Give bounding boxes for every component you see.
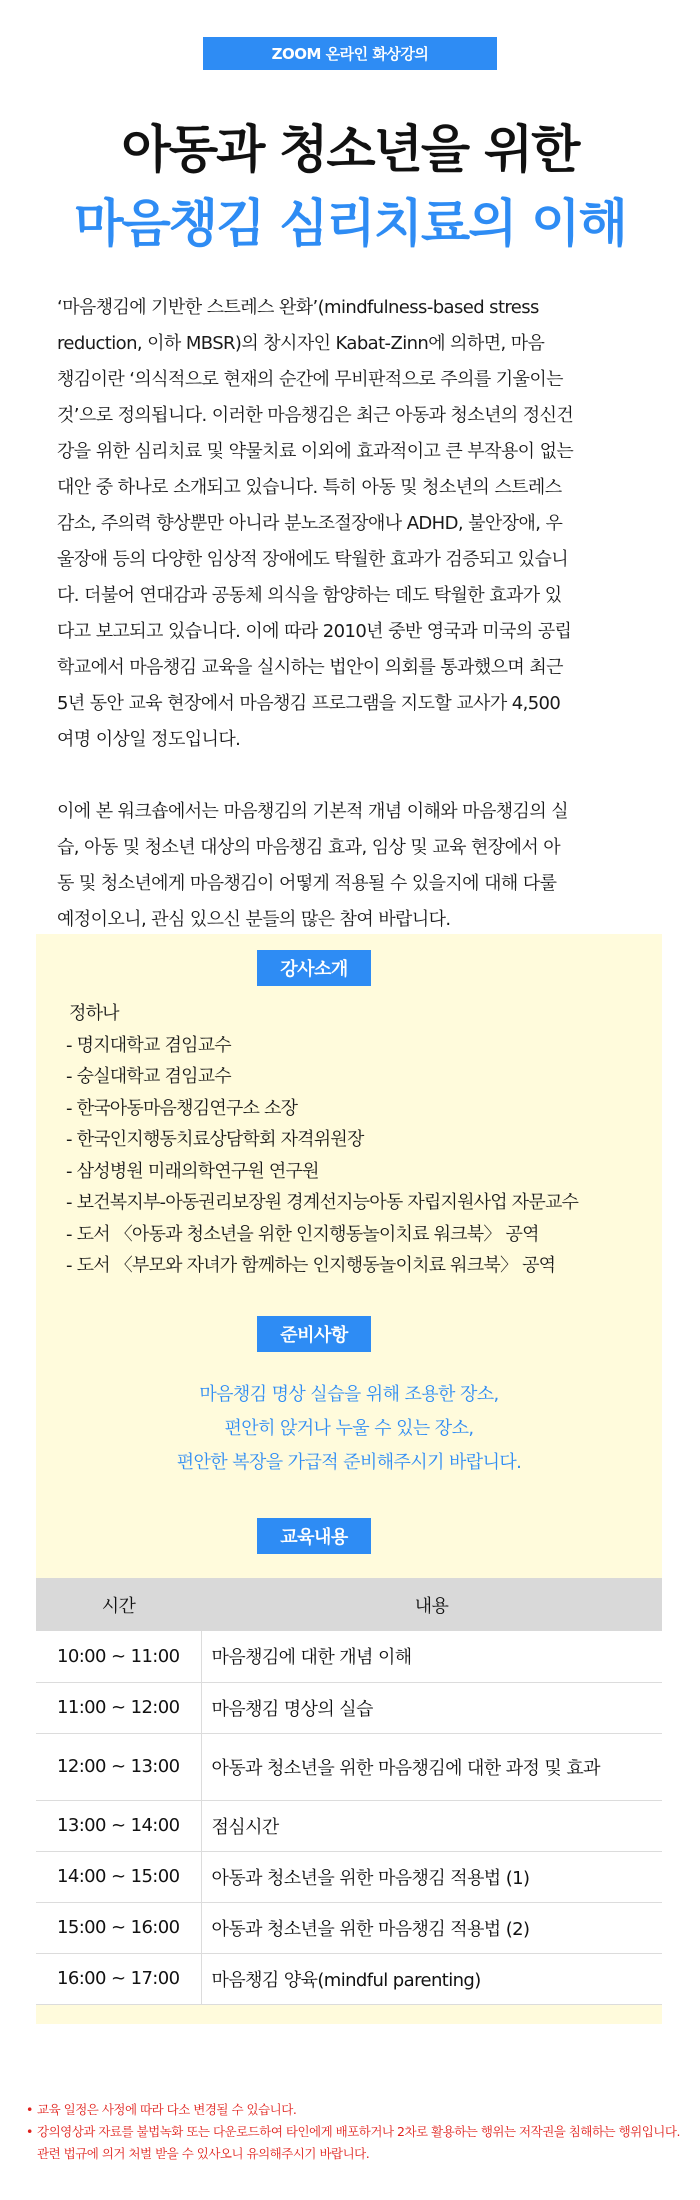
content-cell: 마음챙김에 대한 개념 이해 [201,1631,662,1682]
content-cell: 아동과 청소년을 위한 마음챙김 적용법 (1) [201,1851,662,1902]
intro-line: 챙김이란 ‘의식적으로 현재의 순간에 무비판적으로 주의를 기울이는 [57,369,563,390]
content-cell: 아동과 청소년을 위한 마음챙김에 대한 과정 및 효과 [201,1733,662,1800]
bullet-icon: • [26,2102,33,2117]
time-cell: 10:00 ~ 11:00 [36,1631,201,1682]
table-row [36,1953,662,2004]
time-cell: 13:00 ~ 14:00 [36,1800,201,1851]
list-item: - 삼성병원 미래의학연구원 연구원 [66,1160,319,1182]
table-row [36,1733,662,1800]
notice-item [26,2121,686,2165]
intro-line: 5년 동안 교육 현장에서 마음챙김 프로그램을 지도할 교사가 4,500 [57,693,561,714]
intro-line: 것’으로 정의됩니다. 이러한 마음챙김은 최근 아동과 청소년의 정신건 [57,405,574,426]
preparation-text [36,1378,662,1480]
preparation-line: 편안한 복장을 가급적 준비해주시기 바랍니다. [176,1452,522,1473]
instructor-info [66,998,666,1282]
table-row [36,1902,662,1953]
list-item: - 도서 〈부모와 자녀가 함께하는 인지행동놀이치료 워크북〉 공역 [66,1255,556,1276]
list-item: - 보건복지부-아동권리보장원 경계선지능아동 자립지원사업 자문교수 [66,1192,579,1213]
content-cell: 마음챙김 양육(mindful parenting) [201,1953,662,2004]
preparation-line: 편안히 앉거나 누울 수 있는 장소, [224,1418,474,1439]
intro-line: 예정이오니, 관심 있으신 분들의 많은 참여 바랍니다. [57,909,451,930]
intro-line: 강을 위한 심리치료 및 약물치료 이외에 효과적이고 큰 부작용이 없는 [57,441,574,462]
notice-item [26,2099,686,2121]
list-item: - 명지대학교 겸임교수 [66,1034,231,1056]
intro-line: 다. 더불어 연대감과 공동체 의식을 함양하는 데도 탁월한 효과가 있 [57,585,562,606]
instructor-name: 정하나 [69,1003,119,1024]
table-row [36,1631,662,1682]
paragraph-gap [57,758,645,794]
list-item: - 도서 〈아동과 청소년을 위한 인지행동놀이치료 워크북〉 공역 [66,1223,539,1245]
bullet-icon: • [26,2124,33,2139]
page-title-line1: 아동과 청소년을 위한 [121,121,579,180]
intro-line: reduction, 이하 MBSR)의 창시자인 Kabat-Zinn에 의하면, 마음 [57,333,545,354]
intro-line: 동 및 청소년에게 마음챙김이 어떻게 적용될 수 있을지에 대해 다룰 [57,873,557,894]
notice-text: 교육 일정은 사정에 따라 다소 변경될 수 있습니다. [37,2102,297,2117]
time-cell: 16:00 ~ 17:00 [36,1953,201,2004]
intro-line: 대안 중 하나로 소개되고 있습니다. 특히 아동 및 청소년의 스트레스 [57,477,562,498]
list-item: - 숭실대학교 겸임교수 [66,1066,231,1087]
table-header-row [36,1578,662,1631]
content-cell: 아동과 청소년을 위한 마음챙김 적용법 (2) [201,1902,662,1953]
intro-line: 다고 보고되고 있습니다. 이에 따라 2010년 중반 영국과 미국의 공립 [57,621,572,642]
time-cell: 15:00 ~ 16:00 [36,1902,201,1953]
column-header-content: 내용 [201,1578,662,1631]
intro-line: 학교에서 마음챙김 교육을 실시하는 법안이 의회를 통과했으며 최근 [57,657,563,678]
intro-line: 습, 아동 및 청소년 대상의 마음챙김 효과, 임상 및 교육 현장에서 아 [57,837,561,858]
time-cell: 12:00 ~ 13:00 [36,1733,201,1800]
time-cell: 14:00 ~ 15:00 [36,1851,201,1902]
zoom-online-badge: ZOOM 온라인 화상강의 [203,37,497,70]
column-header-time: 시간 [36,1578,201,1631]
intro-line: 울장애 등의 다양한 임상적 장애에도 탁월한 효과가 검증되고 있습니 [57,549,569,570]
intro-text [57,290,645,938]
intro-line: ‘마음챙김에 기반한 스트레스 완화’(mindfulness-based stress [57,297,539,318]
notice-list [26,2099,686,2165]
table-row [36,1682,662,1733]
notice-text: 강의영상과 자료를 불법녹화 또는 다운로드하여 타인에게 배포하거나 2차로 활용하는 행위는 저작권을 침해하는 행위입니다. 관련 법규에 의거 처벌 받을 수 있사오니 유의해주시기 바랍니다. [37,2124,680,2161]
instructor-section-heading: 강사소개 [257,950,371,986]
intro-line: 이에 본 워크숍에서는 마음챙김의 기본적 개념 이해와 마음챙김의 실 [57,801,569,822]
content-cell: 마음챙김 명상의 실습 [201,1682,662,1733]
instructor-career-list [66,1030,666,1282]
page-title-line2: 마음챙김 심리치료의 이해 [74,195,626,254]
content-cell: 점심시간 [201,1800,662,1851]
education-section-heading: 교육내용 [257,1518,371,1554]
intro-line: 여명 이상일 정도입니다. [57,729,241,750]
intro-line: 감소, 주의력 향상뿐만 아니라 분노조절장애나 ADHD, 불안장애, 우 [57,513,563,534]
preparation-line: 마음챙김 명상 실습을 위해 조용한 장소, [199,1384,499,1405]
schedule-table [36,1578,662,2005]
preparation-section-heading: 준비사항 [257,1316,371,1352]
time-cell: 11:00 ~ 12:00 [36,1682,201,1733]
list-item: - 한국인지행동치료상담학회 자격위원장 [66,1129,364,1150]
table-row [36,1800,662,1851]
table-row [36,1851,662,1902]
list-item: - 한국아동마음챙김연구소 소장 [66,1097,298,1119]
